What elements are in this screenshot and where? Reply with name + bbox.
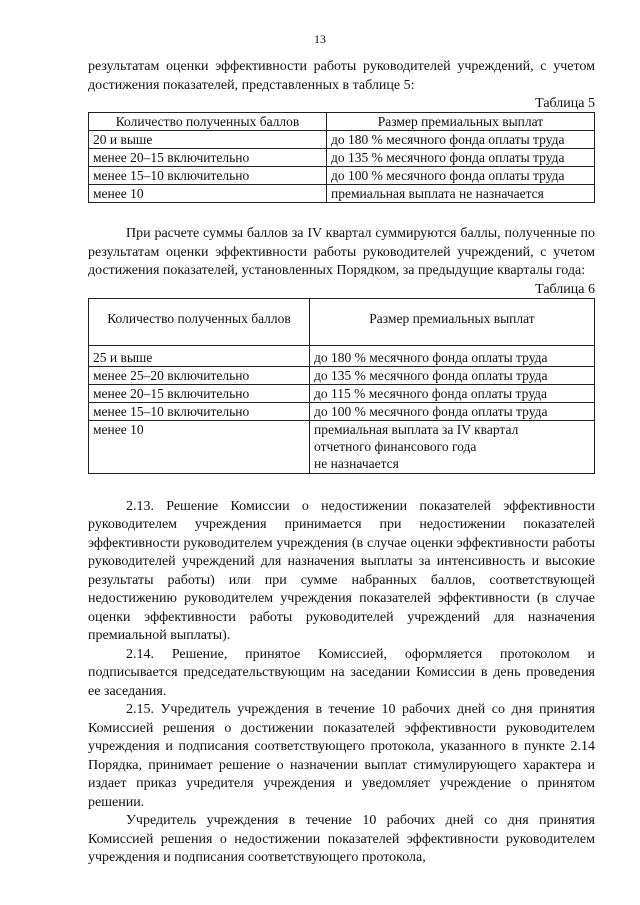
page-number: 13 xyxy=(314,32,326,46)
table-row xyxy=(89,167,595,185)
section-2-13: 2.13. Решение Комиссии о недостижении показателей эффективности руководителем учреждения принимается при недостижении показателей эффективности руководителем учреждения (в случае оценки эффективности работы руководителей учреждений для назначения выплаты за интенсивность и высокие результаты работы) или при сумме набранных баллов, соответствующей недостижению руководителем учреждения показателей эффективности (в случае оценки эффективности работы руководителей учреждений для назначения премиальной выплаты). xyxy=(88,498,595,643)
intro-paragraph: результатам оценки эффективности работы руководителей учреждений, с учетом достижения показателей, представленных в таблице 5: xyxy=(88,59,595,93)
table6-header-score: Количество полученных баллов xyxy=(89,298,310,345)
table5-score-cell: 20 и выше xyxy=(89,131,327,149)
table-row xyxy=(89,131,595,149)
table6 xyxy=(88,298,595,474)
table5-payout-cell: до 100 % месячного фонда оплаты труда xyxy=(327,167,595,185)
table6-score-cell: 25 и выше xyxy=(89,345,310,366)
table5-header-payout: Размер премиальных выплат xyxy=(327,113,595,131)
table6-caption: Таблица 6 xyxy=(535,281,595,297)
table6-header-payout: Размер премиальных выплат xyxy=(310,298,595,345)
section-2-14: 2.14. Решение, принятое Комиссией, оформляется протоколом и подписывается председательствующим на заседании Комиссии в день проведения ее заседания. xyxy=(88,646,595,699)
table6-payout-cell: до 115 % месячного фонда оплаты труда xyxy=(310,384,595,402)
payout-line: отчетного финансового года xyxy=(314,438,477,454)
table6-header-row xyxy=(89,298,595,345)
table-row xyxy=(89,345,595,366)
table5-score-cell: менее 10 xyxy=(89,185,327,203)
table6-score-cell: менее 20–15 включительно xyxy=(89,384,310,402)
table6-payout-cell: до 100 % месячного фонда оплаты труда xyxy=(310,402,595,420)
table5-payout-cell: до 180 % месячного фонда оплаты труда xyxy=(327,131,595,149)
paragraph-q4: При расчете суммы баллов за IV квартал суммируются баллы, полученные по результатам оценки эффективности работы руководителей учреждений, с учетом достижения показателей, установленных Порядком, за предыдущие кварталы года: xyxy=(88,226,595,278)
table5-header-score: Количество полученных баллов xyxy=(89,113,327,131)
table-row xyxy=(89,366,595,384)
table5-score-cell: менее 15–10 включительно xyxy=(89,167,327,185)
table-row xyxy=(89,384,595,402)
table-row xyxy=(89,185,595,203)
table-row xyxy=(89,149,595,167)
payout-line: премиальная выплата за IV квартал xyxy=(314,421,519,437)
table5-caption: Таблица 5 xyxy=(535,96,595,111)
document-body xyxy=(88,58,595,868)
table6-payout-cell: до 180 % месячного фонда оплаты труда xyxy=(310,345,595,366)
table6-score-cell: менее 25–20 включительно xyxy=(89,366,310,384)
table5-payout-cell: до 135 % месячного фонда оплаты труда xyxy=(327,149,595,167)
section-2-15: 2.15. Учредитель учреждения в течение 10 рабочих дней со дня принятия Комиссией решения о достижении показателей эффективности руководителем учреждения и подписания соответствующего протокола, указанного в пункте 2.14 Порядка, принимает решение о назначении выплат стимулирующего характера и издает приказ учредителя учреждения и уведомляет учреждение о принятом решении. xyxy=(88,702,595,810)
section-2-15-continuation: Учредитель учреждения в течение 10 рабочих дней со дня принятия Комиссией решения о недостижении показателей эффективности руководителем учреждения и подписания соответствующего протокола, xyxy=(88,813,595,865)
table5-score-cell: менее 20–15 включительно xyxy=(89,149,327,167)
payout-line: не назначается xyxy=(314,455,399,471)
table5 xyxy=(88,112,595,203)
table-row xyxy=(89,402,595,420)
table6-payout-cell: до 135 % месячного фонда оплаты труда xyxy=(310,366,595,384)
table6-payout-cell xyxy=(310,420,595,473)
table6-score-cell: менее 15–10 включительно xyxy=(89,402,310,420)
table6-score-cell: менее 10 xyxy=(89,420,310,473)
table5-payout-cell: премиальная выплата не назначается xyxy=(327,185,595,203)
table5-header-row xyxy=(89,113,595,131)
table-row xyxy=(89,420,595,473)
